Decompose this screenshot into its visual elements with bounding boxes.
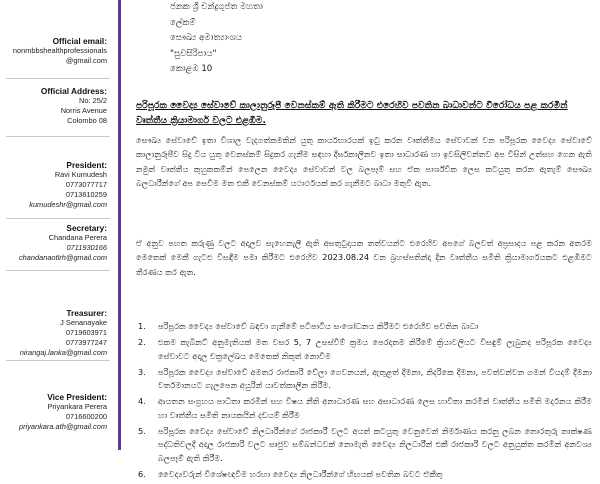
treasurer-name: J Senanayake xyxy=(60,318,107,327)
list-item-text: පරිපූරක වෛද්‍ය සේවාවේ අමතර රාජකාරි වේලා ගෙවනයන්, ඇතුළත් දීමනා, නිදරිකෙ දීමනා, පවත්වන්වන ගමන් වියදම් දීමනා වර්තමානයට ගැලපෙන අයුරින් යාවත්කාලීන කිරීම. xyxy=(158,366,592,391)
divider xyxy=(6,78,110,79)
grievance-list xyxy=(136,320,592,484)
secretary-phone: 0711930166 xyxy=(66,243,107,252)
sidebar-divider-line xyxy=(118,0,121,450)
vice-president-name: Priyankara Perera xyxy=(47,402,107,411)
list-item: 6. වෛද්‍යවරුන් විශේෂඥවීම හරහා වෛද්‍ය නිලධාරීන්ගේ හිඟයක් පවතින බවට ඒකීතු xyxy=(138,468,443,479)
divider xyxy=(6,218,110,219)
secretary-heading: Secretary: xyxy=(66,223,107,233)
recipient-address xyxy=(170,0,263,78)
treasurer-heading: Treasurer: xyxy=(66,308,107,318)
list-item-text: එකම කැබිනට් අනුමැතියක් මත වසර 5, 7 උසස්වීම් ක්‍රමය පෙරදාතම කිරීමේ ක්‍රියාවලියට විසඳුම් ලැබුනද පරිපූරක වෛද්‍ය සේවාවට අදාල චක්‍රලේඛය මෙතෙක් නිකුත් නොවීම xyxy=(158,337,592,361)
letter-subject: පරිපූරක වෛද්‍ය සේවාවේ කාලානුරූපී වෙනස්කම් ඇති කිරීමට එරෙහිව පවතින බාධාවන්ට විරෝධය පළ කරමින් වෘත්තීය ක්‍රියාමාර්ග වලට එළඹීම. xyxy=(136,100,568,126)
divider xyxy=(6,136,110,137)
secretary-email: chandanaotlrh@gmail.com xyxy=(18,253,107,262)
list-item-text: වෛද්‍යවරුන් විශේෂඥවීම හරහා වෛද්‍ය නිලධාරීන්ගේ හිඟයක් පවතින බවට ඒකීතු xyxy=(158,468,443,479)
official-email-block xyxy=(13,36,107,66)
list-item-text: පරිපූරක වෛද්‍ය සේවාවේ නිලධාරීන්ගේ රාජකාරී වලට අයත් කටයුතු වෙනුවෙන් නිර්මාණය කරනු ලබන තොරතුරු තාක්ෂණ පද්ධතිවලදී අදාල රාජකාරි වලට සෘජුව සම්බන්ධවක් නොමැති වෛද්‍ය නිලධාරීන් එකී රාජකාරි වලට අනුයුක්ත කරමින් අනවශ්‍ය බලපෑම් ඇති කිරීම. xyxy=(158,426,592,463)
president-phone: 0773077717 xyxy=(65,180,107,189)
paragraph: සෞඛ්‍ය සේවාවේ ඉතා විශාල වැදගත්කමකින් යුතු කාර්යභාරයක් ඉටු කරන වෘත්තීමය සේවාවක් වන පරිපූරක වෛද්‍ය සේවාවේ කාලානුරූපීව සිදු විය යුතු වෙනස්කම් සිදුකර ගැනීම සඳහා දීර්ඝකාලීනව ඉතා සාධාරණ හා ඉවසිලිවන්තව අප විසින් උත්සහ ගෙන ඇති නමුත් වෘත්තීය කුහුකකම්න් පෙලෙන වෛද්‍ය සේවාවන් වල බලපෑම් සහ ඒක පාර්ශ්වික ලෙස කටයුතු කරන ඇතැම් සෞඛ්‍ය බලධාරීන්ගේ අප සෙවීම මත එකී වෙනස්කම් යථාර්ථයක් කර ගැනීමට බාධා මතුවී ඇත. xyxy=(136,135,592,188)
address-line: "සුවසිරිපාය" xyxy=(170,48,217,59)
list-item: 5. පරිපූරක වෛද්‍ය සේවාවේ නිලධාරීන්ගේ රාජකාරී වලට අයත් කටයුතු වෙනුවෙන් නිර්මාණය කරනු ලබන තොරතුරු තාක්ෂණ පද්ධතිවලදී අදාල රාජකාරි වලට සෘජුව සම්බන්ධවක් නොමැති වෛද්‍ය නිලධාරීන් එකී රාජකාරි වලට අනුයුක්ත කරමින් අනවශ්‍ය බලපෑම් ඇති කිරීම. xyxy=(138,426,592,463)
letterhead-sidebar xyxy=(0,0,115,450)
divider xyxy=(6,360,110,361)
treasurer-email: nirangaj.lanka@gmail.com xyxy=(19,348,107,357)
list-item: 3. පරිපූරක වෛද්‍ය සේවාවේ අමතර රාජකාරි වේලා ගෙවනයන්, ඇතුළත් දීමනා, නිදරිකෙ දීමනා, පවත්වන්වන ගමන් වියදම් දීමනා වර්තමානයට ගැලපෙන අයුරින් යාවත්කාලීන කිරීම. xyxy=(138,366,592,391)
address-line: ලේකම් xyxy=(170,17,196,28)
address-line: Colombo 08 xyxy=(67,116,107,125)
president-phone: 0713610259 xyxy=(65,190,107,199)
official-address-block xyxy=(41,86,107,126)
paragraph: ඒ අනුව පහත කරුණු වලට අදාලව සැහෙනැලී ඇති අසතුටුදායක තත්වයන්ට එරෙහිව අපගේ බලවත් අප්‍රසාදය පළ කරන අතරම මෙතෙක් මෙකී ගැටළු විසඳීම පමා කිරීමට එරෙහිව 2023.08.24 වන බ්‍රහස්පතින්දා දින වෘත්තීය සමිති ක්‍රියාමාර්ගයකට එළඹීමට තීරණය කර ඇත. xyxy=(136,238,592,277)
treasurer-phone: 0719603971 xyxy=(65,328,107,337)
treasurer-block xyxy=(20,308,107,358)
list-item-text: පරිපූරක වෛද්‍ය සේවාවේ බඳවා ගැනීමේ පටිපාටිය සංශෝධනය කිරීමට එරෙහිව පවතින බාධා xyxy=(158,321,479,331)
vice-president-email: priyankara.ath@gmail.com xyxy=(18,422,107,431)
official-email-line: @gmail.com xyxy=(65,56,107,65)
president-block xyxy=(29,160,107,210)
list-item: 1. පරිපූරක වෛද්‍ය සේවාවේ බඳවා ගැනීමේ පටිපාටිය සංශෝධනය කිරීමට එරෙහිව පවතින බාධා xyxy=(138,321,479,331)
secretary-block xyxy=(19,223,107,263)
treasurer-phone: 0773977247 xyxy=(65,338,107,347)
official-email-heading: Official email: xyxy=(52,36,107,46)
vice-president-heading: Vice President: xyxy=(47,392,107,402)
official-email-line: nonmbbshealthprofessionals xyxy=(12,46,107,55)
address-line: සෞඛ්‍ය අමාත්‍යාංශය xyxy=(170,33,243,43)
divider xyxy=(6,270,110,271)
address-line: ජනක ශ්‍රී චන්ද්‍රගුප්ත මහතා xyxy=(170,2,263,12)
president-heading: President: xyxy=(66,160,107,170)
secretary-name: Chandana Perera xyxy=(48,233,107,242)
address-line: No: 25/2 xyxy=(79,96,107,105)
list-item-text: ආයතන සංග්‍රහය පාධිතා කරමින් සහ විෂය නීති අනාධාරණ සහ අසාධාරණ ලෙස හාවිතා කරමින් වෘත්තීය සමිති මර්දනය කිරීම හා වෘත්තීය සමිති නායකයින් දඩයම් කිරීම xyxy=(158,396,592,420)
president-name: Ravi Kumudesh xyxy=(54,170,107,179)
president-email: kumudeshr@gmail.com xyxy=(29,200,107,209)
list-item: 4. ආයතන සංග්‍රහය පාධිතා කරමින් සහ විෂය නීති අනාධාරණ සහ අසාධාරණ ලෙස හාවිතා කරමින් වෘත්තීය සමිති මර්දනය කිරීම හා වෘත්තීය සමිති නායකයින් දඩයම් කිරීම xyxy=(138,396,592,420)
address-line: Norris Avenue xyxy=(60,106,107,115)
address-line: කොළඹ 10 xyxy=(170,64,213,74)
official-address-heading: Official Address: xyxy=(40,86,107,96)
letter-body xyxy=(128,0,594,479)
vice-president-phone: 0716600200 xyxy=(65,412,107,421)
vice-president-block xyxy=(19,392,107,432)
list-item: 2. එකම කැබිනට් අනුමැතියක් මත වසර 5, 7 උසස්වීම් ක්‍රමය පෙරදාතම කිරීමේ ක්‍රියාවලියට විසඳුම් ලැබුනද පරිපූරක වෛද්‍ය සේවාවට අදාල චක්‍රලේඛය මෙතෙක් නිකුත් නොවීම xyxy=(138,337,592,361)
